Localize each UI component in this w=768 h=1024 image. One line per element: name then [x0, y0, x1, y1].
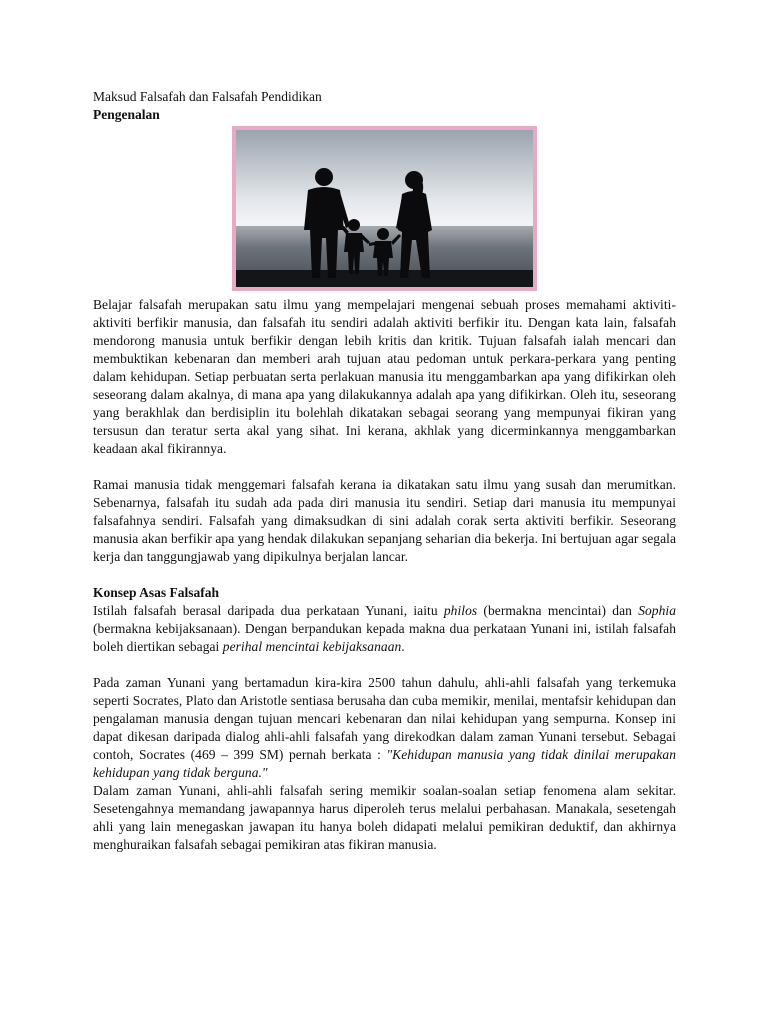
- term-philos: philos: [443, 603, 478, 618]
- para3-text-2: (bermakna mencintai) dan: [477, 603, 639, 618]
- term-perihal: perihal mencintai kebijaksanaan: [222, 639, 402, 654]
- para3-text-3: (bermakna kebijaksanaan). Dengan berpandukan kepada makna dua perkataan Yunani ini, istilah falsafah boleh diertikan sebagai: [93, 621, 676, 654]
- para4-text: Pada zaman Yunani yang bertamadun kira-kira 2500 tahun dahulu, ahli-ahli falsafah yang terkemuka seperti Socrates, Plato dan Aristotle sentiasa berusaha dan cuba memikir, menilai, mentafsir kehidupan dan pengalaman manusia dengan tujuan mencari kebenaran dan nilai kehidupan yang sempurna. Konsep ini dapat dikesan daripada dialog ahli-ahli falsafah yang direkodkan dalam zaman Yunani tersebut. Sebagai contoh, Socrates (469 – 399 SM) pernah berkata :: [93, 675, 676, 762]
- paragraph-konsep-3: Dalam zaman Yunani, ahli-ahli falsafah sering memikir soalan-soalan setiap fenomena alam sekitar. Sesetengahnya memandang jawapannya harus diperoleh terus melalui perbahasan. Manakala, sesetengah ahli yang lain menegaskan jawapan itu hanya boleh didapati melalui pemikiran deduktif, dan akhirnya menghuraikan falsafah sebagai pemikiran atas fikiran manusia.: [93, 783, 676, 852]
- paragraph-intro-1: Belajar falsafah merupakan satu ilmu yang mempelajari mengenai sebuah proses memahami aktiviti-aktiviti berfikir manusia, dan falsafah itu sendiri adalah aktiviti berfikir itu. Dengan kata lain, falsafah mendorong manusia untuk berfikir dengan lebih kritis dan kritik. Tujuan falsafah ialah mencari dan membuktikan kebenaran dan memberi arah tujuan atau pedoman untuk perkara-perkara yang penting dalam kehidupan. Setiap perbuatan serta perlakuan manusia itu menggambarkan apa yang difikirkan oleh seseorang dalam akalnya, di mana apa yang dilakukannya adalah apa yang difikirkan. Oleh itu, seseorang yang berakhlak dan berdisiplin itu bolehlah dikatakan sebagai seorang yang mempunyai fikiran yang tersusun dan teratur serta akal yang sihat. Ini kerana, akhlak yang dicerminkannya menggambarkan keadaan akal fikirannya.: [93, 297, 676, 456]
- para3-text-4: .: [401, 639, 405, 654]
- paragraph-konsep-1: [93, 602, 676, 656]
- family-silhouette-image: [232, 126, 537, 291]
- document-title: Maksud Falsafah dan Falsafah Pendidikan: [93, 89, 322, 104]
- section-heading-konsep: Konsep Asas Falsafah: [93, 585, 220, 600]
- para3-text-1: Istilah falsafah berasal daripada dua perkataan Yunani, iaitu: [93, 603, 444, 618]
- family-silhouette-svg: [236, 130, 533, 287]
- socrates-quote: "Kehidupan manusia yang tidak dinilai merupakan kehidupan yang tidak berguna.": [93, 747, 676, 780]
- term-sophia: Sophia: [638, 603, 676, 618]
- paragraph-konsep-2: [93, 674, 676, 782]
- paragraph-intro-2: Ramai manusia tidak menggemari falsafah kerana ia dikatakan satu ilmu yang susah dan merumitkan. Sebenarnya, falsafah itu sudah ada pada diri manusia itu sendiri. Setiap dari manusia itu mempunyai falsafahnya sendiri. Falsafah yang dimaksudkan di sini adalah corak serta aktiviti berfikir. Seseorang manusia akan berfikir apa yang hendak dilakukan sepanjang seharian dia bekerja. Ini bertujuan agar segala kerja dan tanggungjawab yang dipikulnya berjalan lancar.: [93, 477, 676, 564]
- section-heading-pengenalan: Pengenalan: [93, 107, 160, 122]
